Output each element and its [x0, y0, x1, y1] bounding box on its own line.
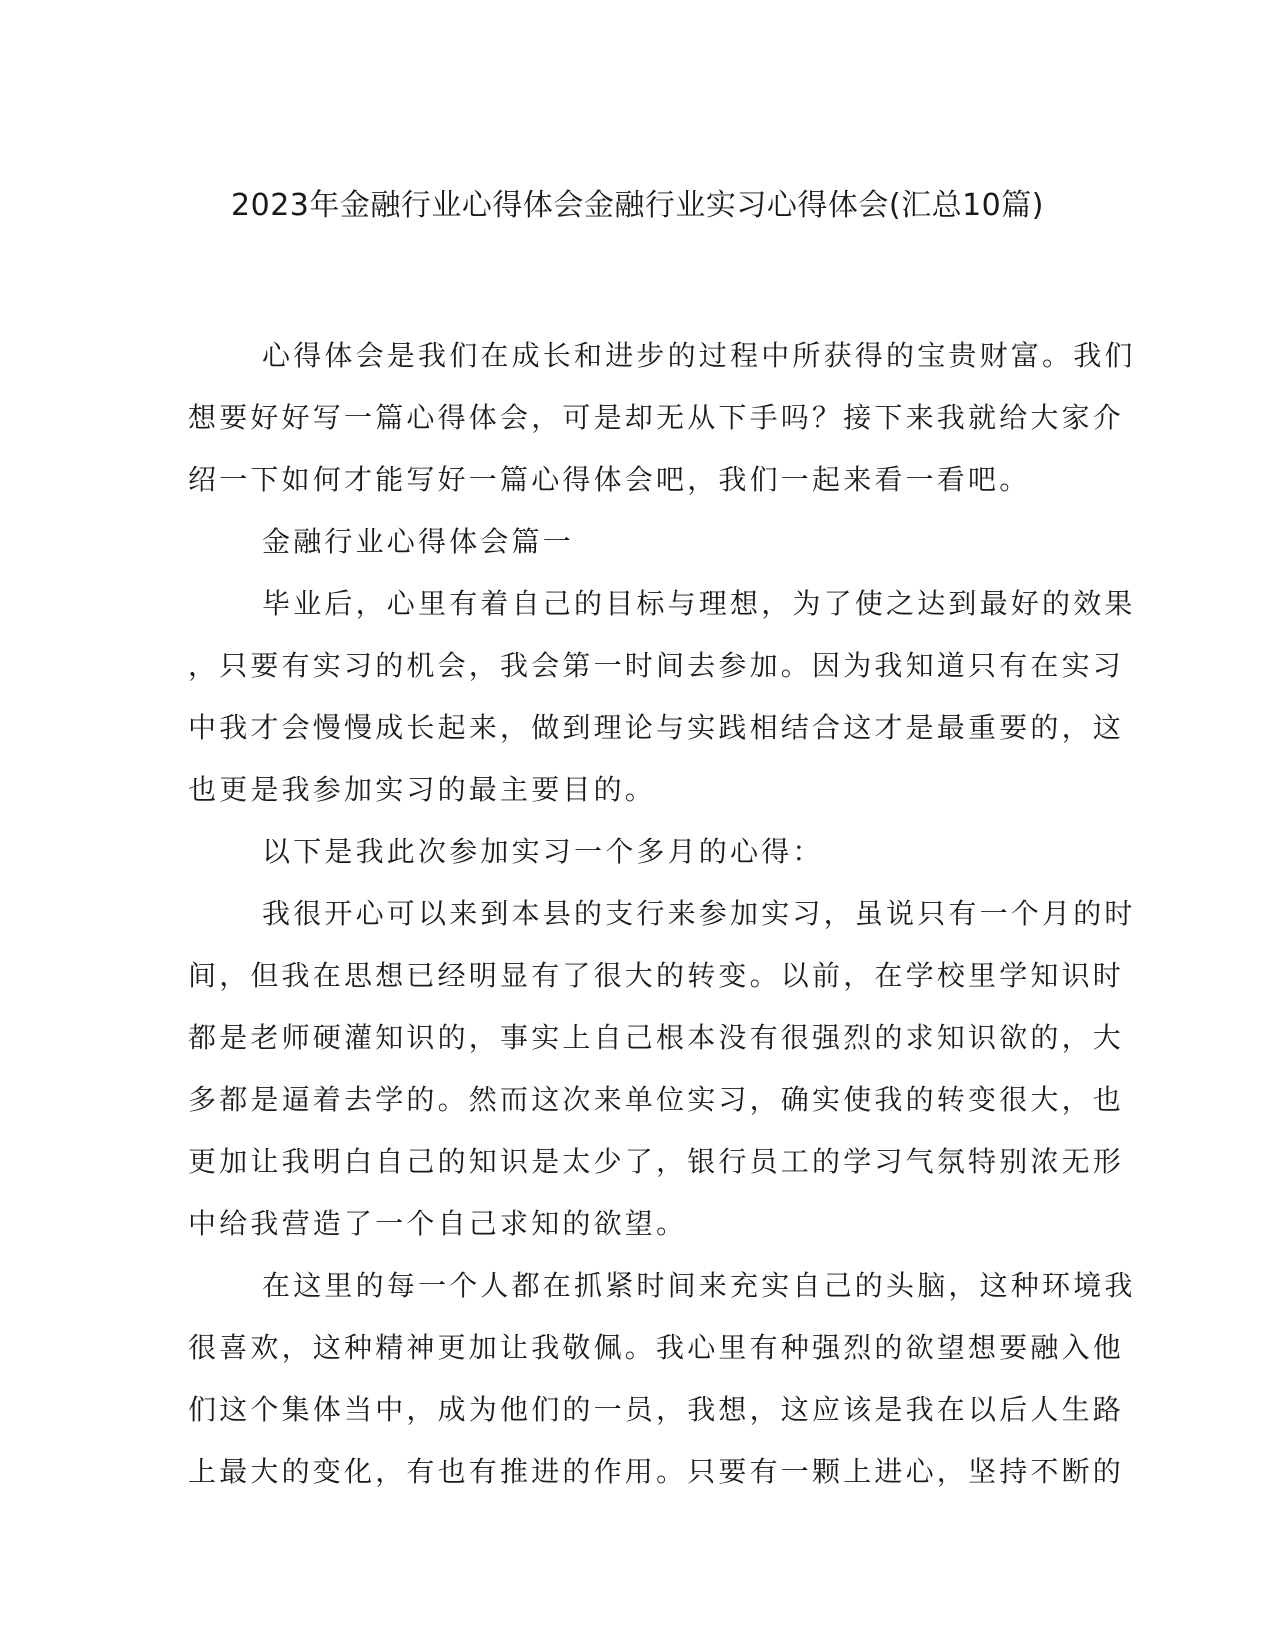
text-line: 毕业后，心里有着自己的目标与理想，为了使之达到最好的效果	[262, 587, 1136, 620]
text-line: 中给我营造了一个自己求知的欲望。	[188, 1207, 688, 1240]
document-body	[188, 325, 1136, 1503]
text-line: 多都是逼着去学的。然而这次来单位实习，确实使我的转变很大，也	[188, 1083, 1125, 1116]
text-line: 我很开心可以来到本县的支行来参加实习，虽说只有一个月的时	[262, 897, 1136, 930]
text-line: 更加让我明白自己的知识是太少了，银行员工的学习气氛特别浓无形	[188, 1145, 1125, 1178]
text-line: 中我才会慢慢成长起来，做到理论与实践相结合这才是最重要的，这	[188, 711, 1125, 744]
text-line: 也更是我参加实习的最主要目的。	[188, 773, 657, 806]
document-title: 2023年金融行业心得体会金融行业实习心得体会(汇总10篇)	[231, 188, 1044, 223]
text-line: 都是老师硬灌知识的，事实上自己根本没有很强烈的求知识欲的，大	[188, 1021, 1125, 1054]
text-line: ，只要有实习的机会，我会第一时间去参加。因为我知道只有在实习	[188, 649, 1125, 682]
text-line: 间，但我在思想已经明显有了很大的转变。以前，在学校里学知识时	[188, 959, 1125, 992]
text-line: 上最大的变化，有也有推进的作用。只要有一颗上进心，坚持不断的	[188, 1455, 1125, 1488]
text-line: 很喜欢，这种精神更加让我敬佩。我心里有种强烈的欲望想要融入他	[188, 1331, 1125, 1364]
text-line: 绍一下如何才能写好一篇心得体会吧，我们一起来看一看吧。	[188, 463, 1031, 496]
text-line: 在这里的每一个人都在抓紧时间来充实自己的头脑，这种环境我	[262, 1269, 1136, 1302]
text-line: 们这个集体当中，成为他们的一员，我想，这应该是我在以后人生路	[188, 1393, 1125, 1426]
text-line: 以下是我此次参加实习一个多月的心得：	[262, 835, 824, 868]
text-line: 想要好好写一篇心得体会，可是却无从下手吗？接下来我就给大家介	[188, 401, 1125, 434]
text-line: 金融行业心得体会篇一	[262, 525, 575, 558]
text-line: 心得体会是我们在成长和进步的过程中所获得的宝贵财富。我们	[262, 339, 1136, 372]
